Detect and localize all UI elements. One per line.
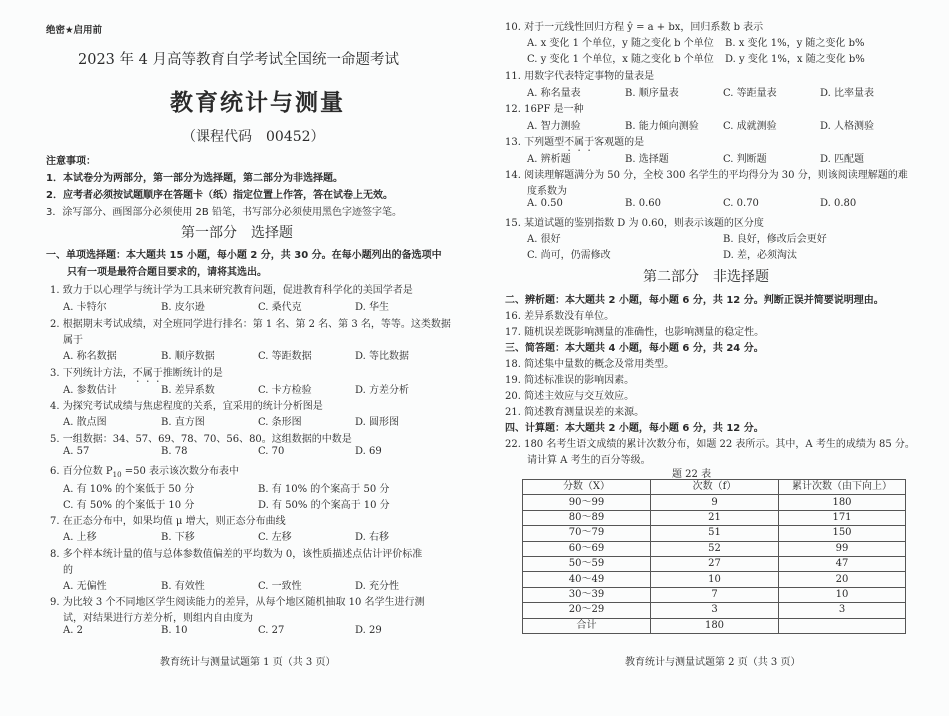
cell-total-cumulative <box>779 618 906 633</box>
q11-option-d: D. 比率量表 <box>820 88 875 99</box>
question-10: 10. 对于一元线性回归方程 ŷ = a + bx，回归系数 b 表示 <box>505 22 764 33</box>
q3-option-d: D. 方差分析 <box>355 385 410 396</box>
note-2: 2．应考者必须按试题顺序在答题卡（纸）指定位置上作答，答在试卷上无效。 <box>46 190 393 201</box>
question-1: 1. 致力于以心理学与统计学为工具来研究教育问题，促进教育科学化的美国学者是 <box>50 285 413 296</box>
frequency-table <box>522 479 906 634</box>
question-19: 19. 简述标准误的影响因素。 <box>505 375 635 386</box>
q6-stem-pre: 6. 百分位数 P <box>50 466 113 477</box>
q13-stem-emphasis: 不属于 <box>564 137 595 148</box>
cell-score: 50～59 <box>523 556 651 571</box>
table-row <box>523 603 906 618</box>
question-14: 14. 阅读理解题满分为 50 分，全校 300 名学生的平均得分为 30 分，则该阅读理解题的难 <box>505 170 908 181</box>
table-row <box>523 526 906 541</box>
q7-option-a: A. 上移 <box>63 532 97 543</box>
q1-option-a: A. 卡特尔 <box>63 302 107 313</box>
question-8: 8. 多个样本统计量的值与总体参数值偏差的平均数为 0，该性质描述点估计评价标准 <box>50 549 423 560</box>
cell-score: 60～69 <box>523 541 651 556</box>
q14-option-b: B. 0.60 <box>625 198 661 209</box>
q9-option-b: B. 10 <box>161 625 188 636</box>
section1-heading-cont: 只有一项是最符合题目要求的，请将其选出。 <box>67 267 267 278</box>
cell-cumulative: 20 <box>779 572 906 587</box>
question-9-cont: 试，对结果进行方差分析，则组内自由度为 <box>63 613 253 624</box>
q12-option-b: B. 能力倾向测验 <box>625 121 699 132</box>
cell-frequency: 21 <box>651 510 779 525</box>
question-12: 12. 16PF 是一种 <box>505 104 584 115</box>
q15-option-a: A. 很好 <box>527 234 561 245</box>
note-1: 1．本试卷分为两部分，第一部分为选择题，第二部分为非选择题。 <box>46 173 343 184</box>
question-7: 7. 在正态分布中，如果均值 μ 增大，则正态分布曲线 <box>50 516 286 527</box>
q15-option-d: D. 差，必须淘汰 <box>723 250 798 261</box>
cell-total-label: 合计 <box>523 618 651 633</box>
cell-frequency: 9 <box>651 495 779 510</box>
q9-option-c: C. 27 <box>258 625 285 636</box>
question-6 <box>50 462 239 479</box>
question-9: 9. 为比较 3 个不同地区学生阅读能力的差异，从每个地区随机抽取 10 名学生进行测 <box>50 597 425 608</box>
q6-option-b: B. 有 10% 的个案高于 50 分 <box>258 484 390 495</box>
q11-option-c: C. 等距量表 <box>723 88 777 99</box>
q13-option-b: B. 选择题 <box>625 154 669 165</box>
header-score: 分数（X） <box>523 480 651 495</box>
q11-option-b: B. 顺序量表 <box>625 88 679 99</box>
q2-option-d: D. 等比数据 <box>355 351 410 362</box>
table-row <box>523 556 906 571</box>
question-13 <box>505 133 644 154</box>
q6-option-a: A. 有 10% 的个案低于 50 分 <box>63 484 195 495</box>
page-footer: 教育统计与测量试题第 1 页（共 3 页） <box>160 657 336 668</box>
q7-option-b: B. 下移 <box>161 532 195 543</box>
q5-option-b: B. 78 <box>161 446 188 457</box>
cell-frequency: 3 <box>651 603 779 618</box>
q3-option-a: A. 参数估计 <box>63 385 117 396</box>
cell-score: 30～39 <box>523 587 651 602</box>
section4-heading: 四、计算题：本大题共 2 小题，每小题 6 分，共 12 分。 <box>505 423 764 434</box>
q8-option-d: D. 充分性 <box>355 581 400 592</box>
q8-option-b: B. 有效性 <box>161 581 205 592</box>
cell-cumulative: 171 <box>779 510 906 525</box>
q3-option-b: B. 差异系数 <box>161 385 215 396</box>
q12-option-c: C. 成就测验 <box>723 121 777 132</box>
cell-score: 80～89 <box>523 510 651 525</box>
table-row <box>523 587 906 602</box>
page-footer: 教育统计与测量试题第 2 页（共 3 页） <box>625 657 801 668</box>
header-cumulative: 累计次数（由下向上） <box>779 480 906 495</box>
question-17: 17. 随机误差既影响测量的准确性，也影响测量的稳定性。 <box>505 327 765 338</box>
q6-subscript: 10 <box>112 471 122 479</box>
question-22-cont: 请计算 A 考生的百分等级。 <box>527 455 651 466</box>
cell-cumulative: 3 <box>779 603 906 618</box>
cell-score: 90～99 <box>523 495 651 510</box>
q2-option-a: A. 称名数据 <box>63 351 117 362</box>
table-row <box>523 495 906 510</box>
question-2: 2. 根据期末考试成绩，对全班同学进行排名：第 1 名、第 2 名、第 3 名，等等。这类数据 <box>50 319 451 330</box>
confidential-label: 绝密★启用前 <box>46 25 103 36</box>
q7-option-c: C. 左移 <box>258 532 292 543</box>
q6-stem-post: =50 表示该次数分布表中 <box>121 466 240 477</box>
q6-option-d: D. 有 50% 的个案高于 10 分 <box>258 500 390 511</box>
q4-option-d: D. 圆形图 <box>355 417 400 428</box>
q10-option-b: B. x 变化 1%，y 随之变化 b% <box>725 38 865 49</box>
cell-cumulative: 150 <box>779 526 906 541</box>
q10-option-a: A. x 变化 1 个单位，y 随之变化 b 个单位 <box>527 38 714 49</box>
q6-option-c: C. 有 50% 的个案低于 10 分 <box>63 500 195 511</box>
q5-option-c: C. 70 <box>258 446 285 457</box>
q10-option-d: D. y 变化 1%，x 随之变化 b% <box>725 54 865 65</box>
q13-stem-post: 客观题的是 <box>594 137 645 148</box>
q9-option-d: D. 29 <box>355 625 382 636</box>
question-2-cont: 属于 <box>63 335 83 346</box>
cell-cumulative: 180 <box>779 495 906 510</box>
header-frequency: 次数（f） <box>651 480 779 495</box>
q4-option-a: A. 散点图 <box>63 417 107 428</box>
q4-option-b: B. 直方图 <box>161 417 205 428</box>
cell-score: 20～29 <box>523 603 651 618</box>
table-row <box>523 572 906 587</box>
q14-option-c: C. 0.70 <box>723 198 759 209</box>
cell-frequency: 7 <box>651 587 779 602</box>
question-5: 5. 一组数据：34、57、69、78、70、56、80。这组数据的中数是 <box>50 434 352 445</box>
table-header-row <box>523 480 906 495</box>
question-4: 4. 为探究考试成绩与焦虑程度的关系，宜采用的统计分析图是 <box>50 401 323 412</box>
q5-option-a: A. 57 <box>63 446 90 457</box>
cell-score: 70～79 <box>523 526 651 541</box>
cell-total-frequency: 180 <box>651 618 779 633</box>
q13-stem-pre: 13. 下列题型 <box>505 137 565 148</box>
q4-option-c: C. 条形图 <box>258 417 302 428</box>
part1-title: 第一部分 选择题 <box>181 225 293 241</box>
table-caption: 题 22 表 <box>672 469 712 480</box>
question-15: 15. 某道试题的鉴别指数 D 为 0.60，则表示该题的区分度 <box>505 218 764 229</box>
q15-option-b: B. 良好，修改后会更好 <box>723 234 827 245</box>
q13-option-a: A. 辨析题 <box>527 154 571 165</box>
cell-frequency: 10 <box>651 572 779 587</box>
exam-page-2 <box>475 0 949 716</box>
q15-option-c: C. 尚可，仍需修改 <box>527 250 611 261</box>
part2-title: 第二部分 非选择题 <box>643 269 769 285</box>
q2-option-c: C. 等距数据 <box>258 351 312 362</box>
q3-option-c: C. 卡方检验 <box>258 385 312 396</box>
q12-option-d: D. 人格测验 <box>820 121 875 132</box>
question-18: 18. 简述集中量数的概念及常用类型。 <box>505 359 675 370</box>
table-row <box>523 510 906 525</box>
exam-title: 2023 年 4 月高等教育自学考试全国统一命题考试 <box>78 52 399 68</box>
q14-option-d: D. 0.80 <box>820 198 857 209</box>
notes-heading: 注意事项： <box>46 156 96 167</box>
question-20: 20. 简述主效应与交互效应。 <box>505 391 635 402</box>
section1-heading: 一、单项选择题：本大题共 15 小题，每小题 2 分，共 30 分。在每小题列出的备选项中 <box>46 250 442 261</box>
q3-stem-post: 推断统计的是 <box>162 368 223 379</box>
question-21: 21. 简述教育测量误差的来源。 <box>505 407 645 418</box>
section3-heading: 三、简答题：本大题共 4 小题，每小题 6 分，共 24 分。 <box>505 343 764 354</box>
q13-option-d: D. 匹配题 <box>820 154 865 165</box>
cell-cumulative: 47 <box>779 556 906 571</box>
q7-option-d: D. 右移 <box>355 532 390 543</box>
note-3: 3．涂写部分、画图部分必须使用 2B 铅笔，书写部分必须使用黑色字迹签字笔。 <box>46 207 402 218</box>
question-8-cont: 的 <box>63 565 73 576</box>
question-16: 16. 差异系数没有单位。 <box>505 311 615 322</box>
q12-option-a: A. 智力测验 <box>527 121 581 132</box>
q10-option-c: C. y 变化 1 个单位，x 随之变化 b 个单位 <box>527 54 714 65</box>
q1-option-d: D. 华生 <box>355 302 390 313</box>
q3-stem-pre: 3. 下列统计方法， <box>50 368 133 379</box>
cell-frequency: 27 <box>651 556 779 571</box>
cell-frequency: 51 <box>651 526 779 541</box>
q2-option-b: B. 顺序数据 <box>161 351 215 362</box>
table-row <box>523 541 906 556</box>
table-total-row <box>523 618 906 633</box>
q1-option-b: B. 皮尔逊 <box>161 302 205 313</box>
cell-cumulative: 10 <box>779 587 906 602</box>
cell-score: 40～49 <box>523 572 651 587</box>
cell-frequency: 52 <box>651 541 779 556</box>
question-14-cont: 度系数为 <box>527 186 567 197</box>
q11-option-a: A. 称名量表 <box>527 88 581 99</box>
question-11: 11. 用数字代表特定事物的量表是 <box>505 71 655 82</box>
subject-title: 教育统计与测量 <box>170 90 345 116</box>
q5-option-d: D. 69 <box>355 446 382 457</box>
q1-option-c: C. 桑代克 <box>258 302 302 313</box>
q8-option-c: C. 一致性 <box>258 581 302 592</box>
section2-heading: 二、辨析题：本大题共 2 小题，每小题 6 分，共 12 分。判断正误并简要说明理由。 <box>505 295 884 306</box>
q8-option-a: A. 无偏性 <box>63 581 107 592</box>
q14-option-a: A. 0.50 <box>527 198 563 209</box>
course-code: （课程代码 00452） <box>182 129 325 145</box>
q13-option-c: C. 判断题 <box>723 154 767 165</box>
cell-cumulative: 99 <box>779 541 906 556</box>
q3-stem-emphasis: 不属于 <box>132 368 163 379</box>
q9-option-a: A. 2 <box>63 625 83 636</box>
question-22: 22. 180 名考生语文成绩的累计次数分布，如题 22 表所示。其中，A 考生的成绩为 85 分。 <box>505 439 915 450</box>
